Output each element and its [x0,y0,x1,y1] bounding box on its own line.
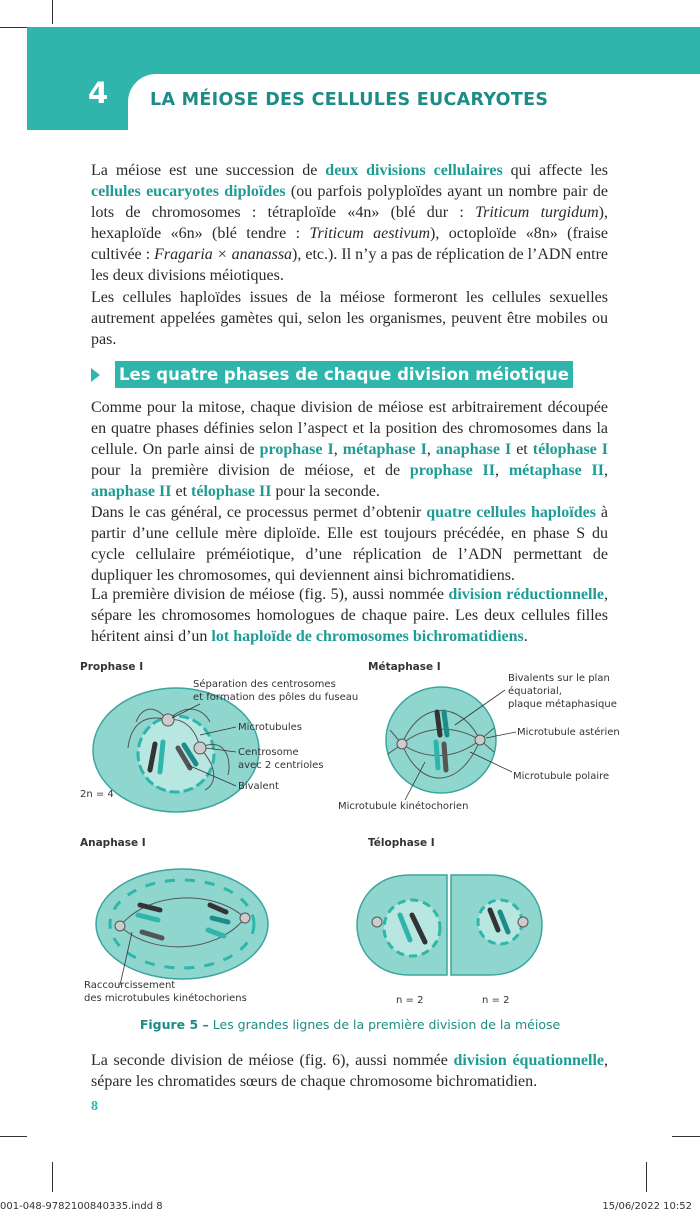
chapter-title: LA MÉIOSE DES CELLULES EUCARYOTES [150,90,549,110]
label-bivalent: Bivalent [238,781,279,792]
footer-filename: 001-048-9782100840335.indd 8 [0,1201,163,1212]
centrosome-icon [240,913,250,923]
centrosome-icon [372,917,382,927]
anaphase-title: Anaphase I [80,837,146,849]
label-raccourcissement: Raccourcissement des microtubules kinétochoriens [84,980,247,1004]
centrosome-icon [162,714,174,726]
paragraph-haploid-cells: Dans le cas général, ce processus permet d’obtenir quatre cellules haploïdes à partir d’une cellule mère diploïde. Elle est toujours précédée, en phase S du cycle cellulaire préméiotique, d’une réplication de l’ADN permettant de dupliquer les chromosomes, qui deviennent ainsi bichromatidiens. [91,504,609,584]
prophase-title: Prophase I [80,661,144,673]
label-bivalents-plan: Bivalents sur le plan équatorial, plaque métaphasique [508,673,617,710]
centrosome-icon [475,735,485,745]
metaphase-title: Métaphase I [368,661,441,673]
section-heading: Les quatre phases de chaque division méiotique [115,361,573,388]
page-number: 8 [91,1099,98,1114]
label-microtubule-asterien: Microtubule astérien [517,727,620,738]
paragraph-second-division: La seconde division de méiose (fig. 6), aussi nommée division équationnelle, sépare les chromatides sœurs de chaque chromosome bichromatidien. [91,1052,609,1090]
label-microtubule-polaire: Microtubule polaire [513,771,610,782]
paragraph-phases: Comme pour la mitose, chaque division de méiose est arbitrairement découpée en quatre phases définies selon l’aspect et la position des chromosomes dans la cellule. On parle ainsi de prophase I, métaphase I, anaphase I et télophase I pour la première division de méiose, et de prophase II, métaphase II, anaphase II et télophase II pour la seconde. [91,399,609,500]
prophase-cell [93,688,259,812]
paragraph-first-division: La première division de méiose (fig. 5), aussi nommée division réductionnelle, sépare les chromosomes homologues de chaque paire. Les deux cellules filles héritent ainsi d’un lot haploïde de chromosomes bichromatidiens. [91,586,609,645]
label-microtubules: Microtubules [238,722,302,733]
chapter-number: 4 [88,76,109,110]
centrosome-icon [518,917,528,927]
label-microtubule-kinetochorien: Microtubule kinétochorien [338,801,469,812]
label-ploidy-2n: 2n = 4 [80,789,114,800]
figure-caption: Figure 5 – Les grandes lignes de la première division de la méiose [139,1017,561,1032]
label-ploidy-n-left: n = 2 [396,995,424,1006]
centrosome-icon [115,921,125,931]
label-ploidy-n-right: n = 2 [482,995,510,1006]
footer-date: 15/06/2022 10:52 [602,1201,692,1212]
telophase-title: Télophase I [368,837,435,849]
centrosome-icon [194,742,206,754]
paragraph-haploid: Les cellules haploïdes issues de la méiose formeront les cellules sexuelles autrement appelées gamètes qui, selon les organismes, peuvent être mobiles ou pas. [91,289,608,348]
centrosome-icon [397,739,407,749]
label-centrosome-separation: Séparation des centrosomes et formation des pôles du fuseau [193,679,359,703]
telophase-cells [357,875,542,975]
label-centrosome: Centrosome avec 2 centrioles [238,747,324,771]
paragraph-intro: La méiose est une succession de deux divisions cellulaires qui affecte les cellules eucaryotes diploïdes (ou parfois polyploïdes ayant un nombre pair de lots de chromosomes : tétraploïde «4n» (blé dur : Triticum turgidum), hexaploïde «6n» (blé tendre : Triticum aestivum), octoploïde «8n» (fraise cultivée : Fragaria × ananassa), etc.). Il n’y a pas de réplication de l’ADN entre les deux divisions méiotiques. [91,162,609,284]
